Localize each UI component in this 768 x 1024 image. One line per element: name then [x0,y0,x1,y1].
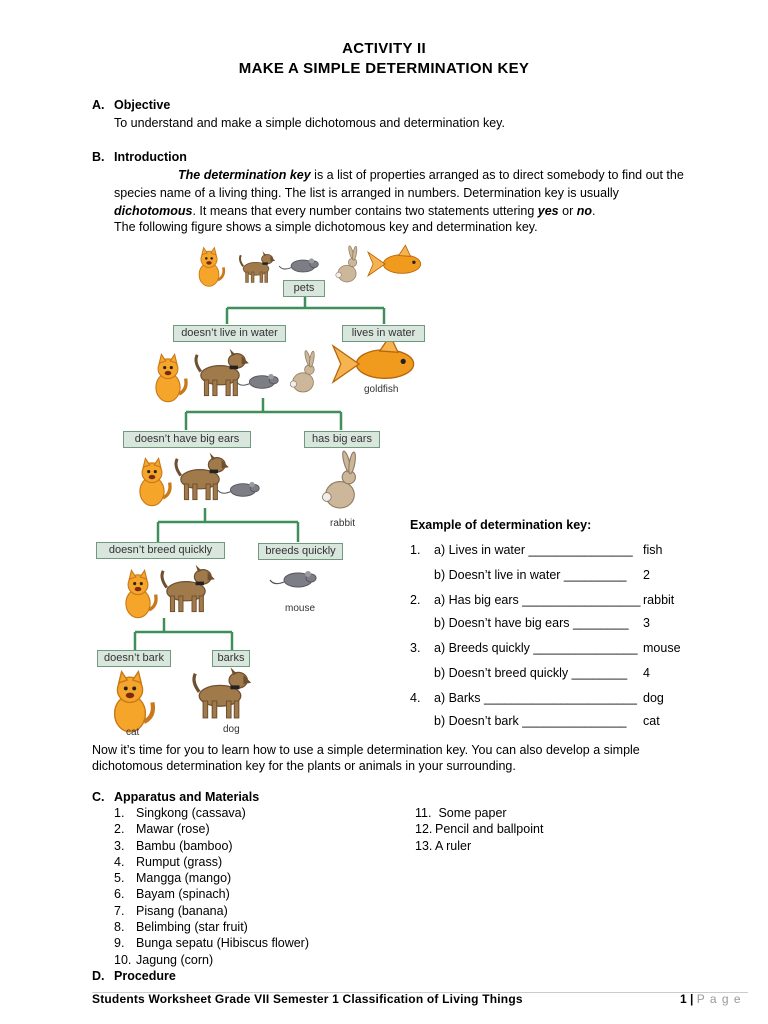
list-num: 2. [114,822,125,837]
box-breeds-quickly: breeds quickly [258,543,343,560]
key-answer: cat [643,714,660,728]
list-item [114,952,309,968]
section-b-label: B. [92,150,105,164]
dog-image [240,251,275,282]
list-item [114,821,309,837]
box-doesnt-bark: doesn’t bark [97,650,171,667]
list-text: Some paper [435,806,507,820]
box-doesnt-live-in-water: doesn’t live in water [173,325,286,342]
list-num: 3. [114,838,125,853]
section-c-heading: Apparatus and Materials [114,790,260,804]
page-number [680,992,742,1006]
list-text: Jagung (corn) [136,952,214,967]
list-num: 13. [415,838,433,853]
intro-line-4: The following figure shows a simple dichotomous key and determination key. [114,220,538,234]
caption-cat: cat [126,727,140,738]
list-num: 4. [114,854,125,869]
box-pets: pets [283,280,325,297]
key-answer: 4 [643,666,650,680]
section-d-heading: Procedure [114,969,176,983]
rabbit-image [336,245,358,282]
list-num: 5. [114,871,125,886]
box-lives-in-water: lives in water [342,325,425,342]
box-doesnt-breed-quickly: doesn’t breed quickly [96,542,225,559]
list-item [114,935,309,951]
list-num: 10. [114,952,132,967]
intro-yes: yes [537,204,559,218]
list-num: 9. [114,936,125,951]
list-num: 6. [114,887,125,902]
list-num: 8. [114,920,125,935]
list-text: A ruler [435,838,472,853]
footer-text: Students Worksheet Grade VII Semester 1 Classification of Living Things [92,992,523,1006]
caption-rabbit: rabbit [330,518,356,529]
intro-no: no [576,204,592,218]
box-doesnt-have-big-ears: doesn’t have big ears [123,431,251,448]
list-text: Rumput (grass) [136,854,223,869]
list-num: 12. [415,822,433,837]
list-text: Bunga sepatu (Hibiscus flower) [136,936,309,951]
key-text: b) Doesn’t live in water _________ [434,568,627,582]
key-text: b) Doesn’t have big ears ________ [434,616,629,630]
section-a-heading: Objective [114,98,171,112]
intro-line3-mid: . It means that every number contains two statements uttering [192,204,538,218]
materials-list-left [114,805,309,968]
box-has-big-ears: has big ears [304,431,380,448]
list-item [114,870,309,886]
intro-term-dichotomous: dichotomous [114,204,193,218]
intro-or: or [558,204,577,218]
list-item [114,838,309,854]
cat-image [199,248,224,287]
now-text-line-2: dichotomous determination key for the plants or animals in your surrounding. [92,759,516,773]
caption-dog: dog [223,724,240,735]
intro-line-2: species name of a living thing. The list is arranged in numbers. Determination key is usually [114,186,619,200]
list-item [415,821,543,837]
list-num: 11. [415,806,432,820]
box-barks: barks [212,650,250,667]
page-title: ACTIVITY II [342,40,426,57]
list-text: Pisang (banana) [136,903,228,918]
list-item [114,805,309,821]
key-text: a) Barks ______________________ [434,691,637,705]
section-a-label: A. [92,98,105,112]
list-text: Singkong (cassava) [136,806,246,820]
key-text: b) Doesn’t breed quickly ________ [434,666,628,680]
list-item [114,886,309,902]
intro-line1-rest: is a list of properties arranged as to direct somebody to find out the [310,168,684,182]
key-answer: mouse [643,641,681,655]
list-text: Bayam (spinach) [136,887,230,902]
list-num: 1. [114,806,125,820]
list-text: Pencil and ballpoint [435,822,544,837]
key-answer: 2 [643,568,650,582]
key-text: a) Breeds quickly _______________ [434,641,638,655]
key-answer: rabbit [643,593,675,607]
list-item [415,838,543,854]
list-num: 7. [114,903,125,918]
list-text: Mawar (rose) [136,822,210,837]
list-text: Mangga (mango) [136,871,232,886]
section-d-label: D. [92,969,105,983]
now-text-line-1: Now it’s time for you to learn how to use a simple determination key. You can also develop a simple [92,743,640,757]
list-item [114,854,309,870]
list-item [114,903,309,919]
list-item [415,805,543,821]
key-answer: dog [643,691,664,705]
section-b-heading: Introduction [114,150,187,164]
caption-mouse: mouse [285,603,316,614]
mouse-image [279,258,318,272]
key-text: a) Has big ears _________________ [434,593,641,607]
goldfish-image [368,245,421,276]
key-text: a) Lives in water _______________ [434,543,633,557]
list-text: Belimbing (star fruit) [136,920,248,935]
key-text: b) Doesn’t bark _______________ [434,714,627,728]
key-num: 2. [410,593,421,607]
intro-period: . [591,204,596,218]
key-num: 1. [410,543,421,557]
page-num: 1 [680,992,687,1006]
list-item [114,919,309,935]
materials-list-right [415,805,543,854]
key-answer: 3 [643,616,650,630]
caption-goldfish: goldfish [364,384,399,395]
page-subtitle: MAKE A SIMPLE DETERMINATION KEY [238,60,530,77]
objective-text: To understand and make a simple dichotomous and determination key. [114,116,505,130]
page-word: P a g e [696,992,742,1006]
intro-term: The determination key [178,168,311,182]
section-c-label: C. [92,790,105,804]
key-num: 4. [410,691,421,705]
list-text: Bambu (bamboo) [136,838,233,853]
page-sep: | [686,992,697,1006]
key-heading: Example of determination key: [410,518,592,532]
key-num: 3. [410,641,421,655]
key-answer: fish [643,543,663,557]
